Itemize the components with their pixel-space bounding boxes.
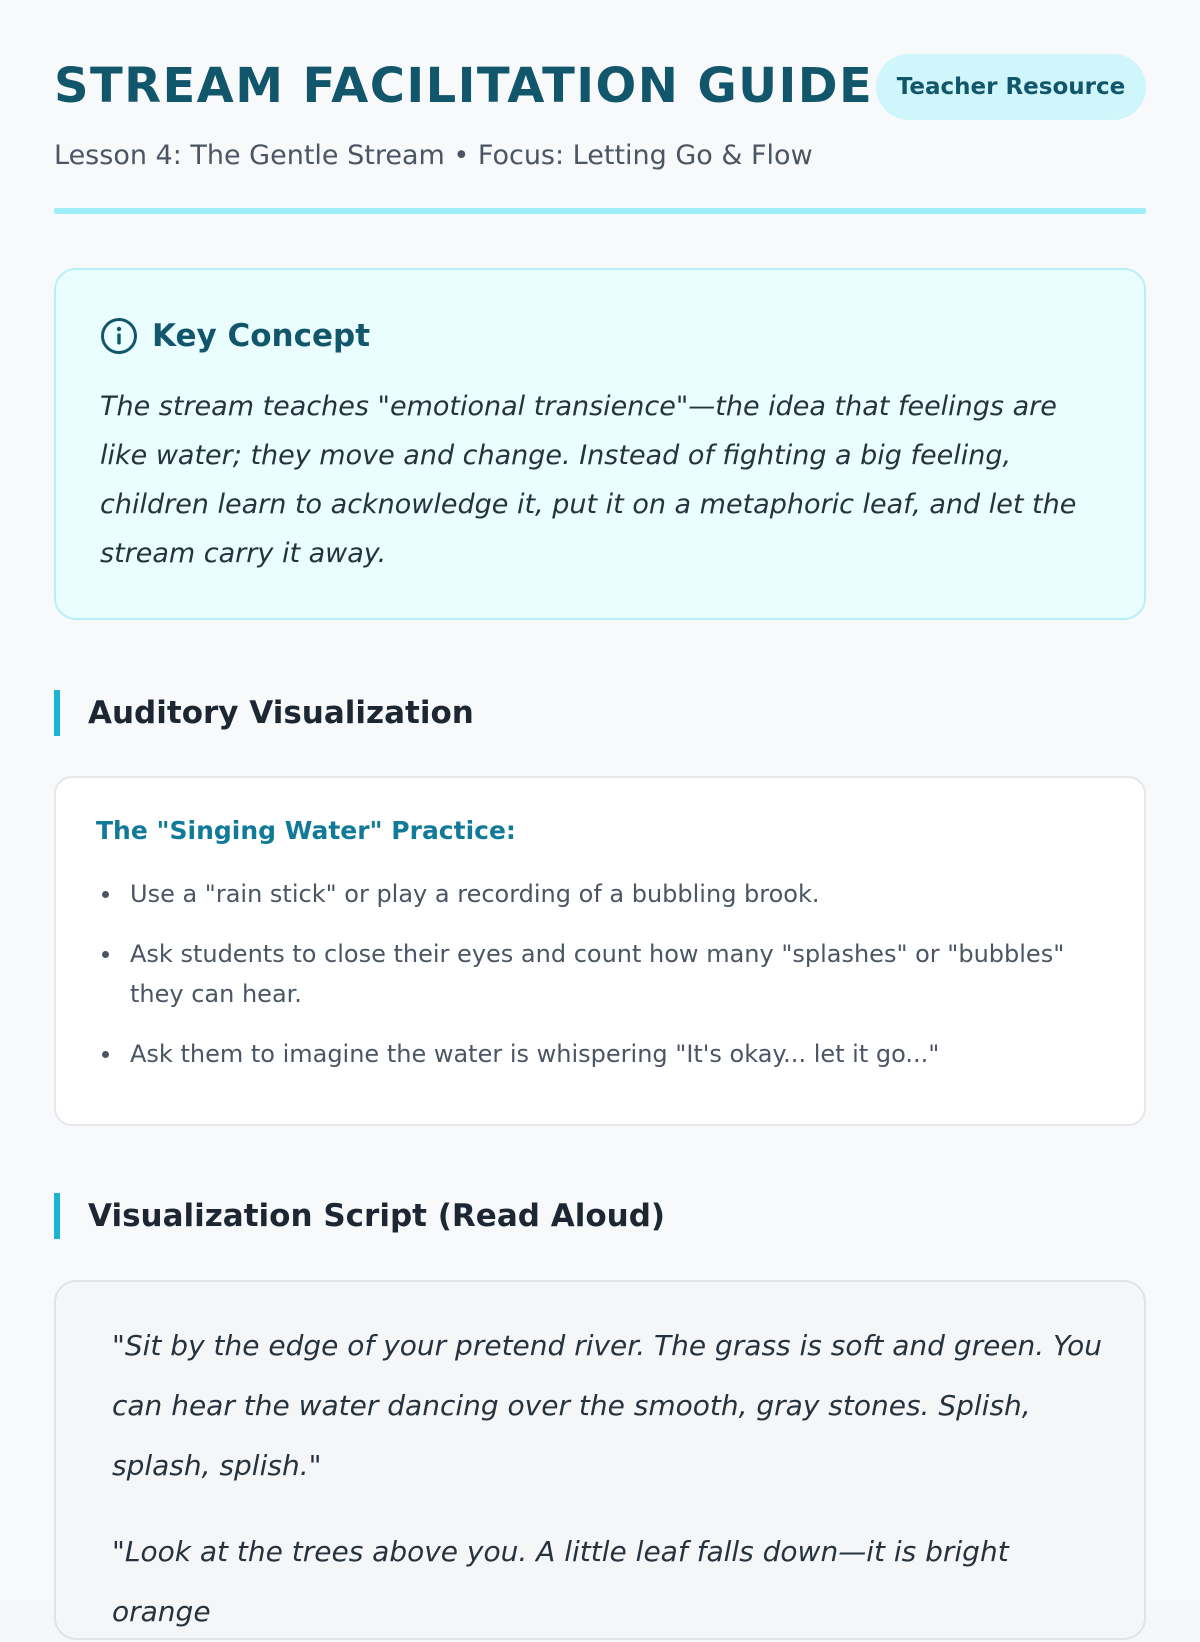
practice-card: [54, 776, 1146, 1126]
practice-title: The "Singing Water" Practice:: [96, 816, 516, 845]
list-item: Ask them to imagine the water is whispering "It's okay... let it go...": [96, 1034, 1096, 1074]
section-accent-bar: [54, 1193, 60, 1239]
key-concept-title: Key Concept: [152, 318, 371, 354]
guide-header: [54, 50, 1146, 215]
resource-badge: Teacher Resource: [876, 54, 1146, 120]
key-concept-text: The stream teaches "emotional transience"—the idea that feelings are like water; they move and change. Instead of fighting a big feeling, children learn to acknowledge it, put it on a metaphoric leaf, and let the stream carry it away.: [100, 391, 1077, 569]
script-section-heading: [54, 1193, 1146, 1239]
list-item: Ask students to close their eyes and count how many "splashes" or "bubbles" they can hear.: [96, 934, 1096, 1014]
script-heading-text: Visualization Script (Read Aloud): [88, 1198, 666, 1234]
auditory-heading-text: Auditory Visualization: [88, 695, 474, 731]
auditory-section-heading: [54, 690, 1146, 736]
list-item: Use a "rain stick" or play a recording of a bubbling brook.: [96, 874, 1096, 914]
script-paragraph: "Sit by the edge of your pretend river. The grass is soft and green. You can hear the water dancing over the smooth, gray stones. Splish, splash, splish.": [112, 1329, 1103, 1482]
practice-list: [96, 874, 1096, 1094]
key-concept-callout: [54, 268, 1146, 620]
header-divider: [54, 208, 1146, 214]
key-concept-header: [100, 314, 370, 358]
page-title: STREAM FACILITATION GUIDE: [54, 58, 874, 114]
lesson-subtitle: Lesson 4: The Gentle Stream • Focus: Letting Go & Flow: [54, 140, 813, 171]
info-icon: [100, 317, 138, 355]
script-paragraph: "Look at the trees above you. A little leaf falls down—it is bright orange: [112, 1535, 1009, 1628]
read-aloud-script: [54, 1280, 1146, 1640]
section-accent-bar: [54, 690, 60, 736]
